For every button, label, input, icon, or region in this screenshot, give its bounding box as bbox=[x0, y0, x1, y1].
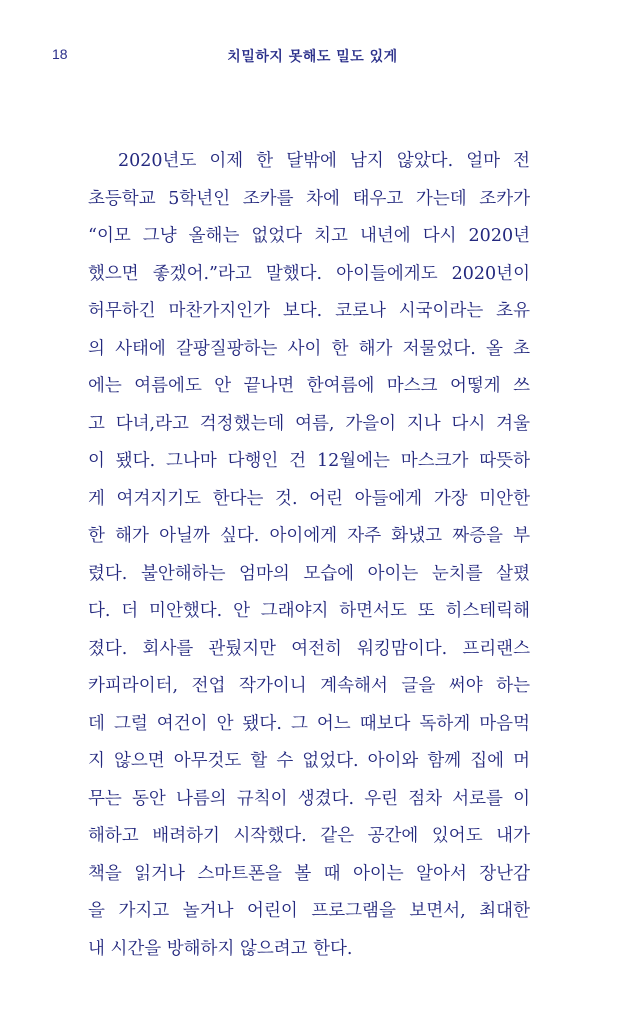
page-number: 18 bbox=[52, 46, 68, 62]
text-line: 다. 더 미안했다. 안 그래야지 하면서도 또 히스테릭해 bbox=[88, 601, 530, 621]
text-line: 렸다. 불안해하는 엄마의 모습에 아이는 눈치를 살폈 bbox=[88, 563, 530, 584]
text-line: 게 여겨지기도 한다는 것. 어린 아들에게 가장 미안한 bbox=[88, 488, 530, 509]
text-line: 해하고 배려하기 시작했다. 같은 공간에 있어도 내가 bbox=[88, 826, 530, 846]
body-paragraph bbox=[88, 143, 530, 968]
running-title: 치밀하지 못해도 밀도 있게 bbox=[227, 49, 398, 65]
text-line: 고 다녀,라고 걱정했는데 여름, 가을이 지나 다시 겨울 bbox=[88, 413, 530, 434]
text-line: 내 시간을 방해하지 않으려고 한다. bbox=[88, 938, 353, 959]
text-line: 에는 여름에도 안 끝나면 한여름에 마스크 어떻게 쓰 bbox=[88, 376, 530, 396]
text-line: 허무하긴 마찬가지인가 보다. 코로나 시국이라는 초유 bbox=[88, 301, 530, 321]
text-line: 2020년도 이제 한 달밖에 남지 않았다. 얼마 전 bbox=[118, 151, 530, 171]
text-line: 카피라이터, 전업 작가이니 계속해서 글을 써야 하는 bbox=[88, 676, 530, 696]
text-line: 데 그럴 여건이 안 됐다. 그 어느 때보다 독하게 마음먹 bbox=[88, 713, 530, 734]
text-line: “이모 그냥 올해는 없었다 치고 내년에 다시 2020년 bbox=[88, 226, 530, 246]
text-line: 책을 읽거나 스마트폰을 볼 때 아이는 알아서 장난감 bbox=[88, 863, 530, 884]
text-line: 이 됐다. 그나마 다행인 건 12월에는 마스크가 따뜻하 bbox=[88, 451, 530, 471]
text-line: 졌다. 회사를 관뒀지만 여전히 워킹맘이다. 프리랜스 bbox=[88, 638, 530, 659]
text-line: 무는 동안 나름의 규칙이 생겼다. 우린 점차 서로를 이 bbox=[88, 788, 530, 809]
text-line: 을 가지고 놀거나 어린이 프로그램을 보면서, 최대한 bbox=[88, 901, 530, 921]
text-line: 초등학교 5학년인 조카를 차에 태우고 가는데 조카가 bbox=[88, 188, 530, 209]
text-line: 했으면 좋겠어.”라고 말했다. 아이들에게도 2020년이 bbox=[88, 263, 530, 284]
text-line: 지 않으면 아무것도 할 수 없었다. 아이와 함께 집에 머 bbox=[88, 751, 530, 771]
page-header bbox=[52, 46, 573, 70]
text-line: 한 해가 아닐까 싶다. 아이에게 자주 화냈고 짜증을 부 bbox=[88, 526, 530, 546]
text-line: 의 사태에 갈팡질팡하는 사이 한 해가 저물었다. 올 초 bbox=[88, 338, 530, 359]
